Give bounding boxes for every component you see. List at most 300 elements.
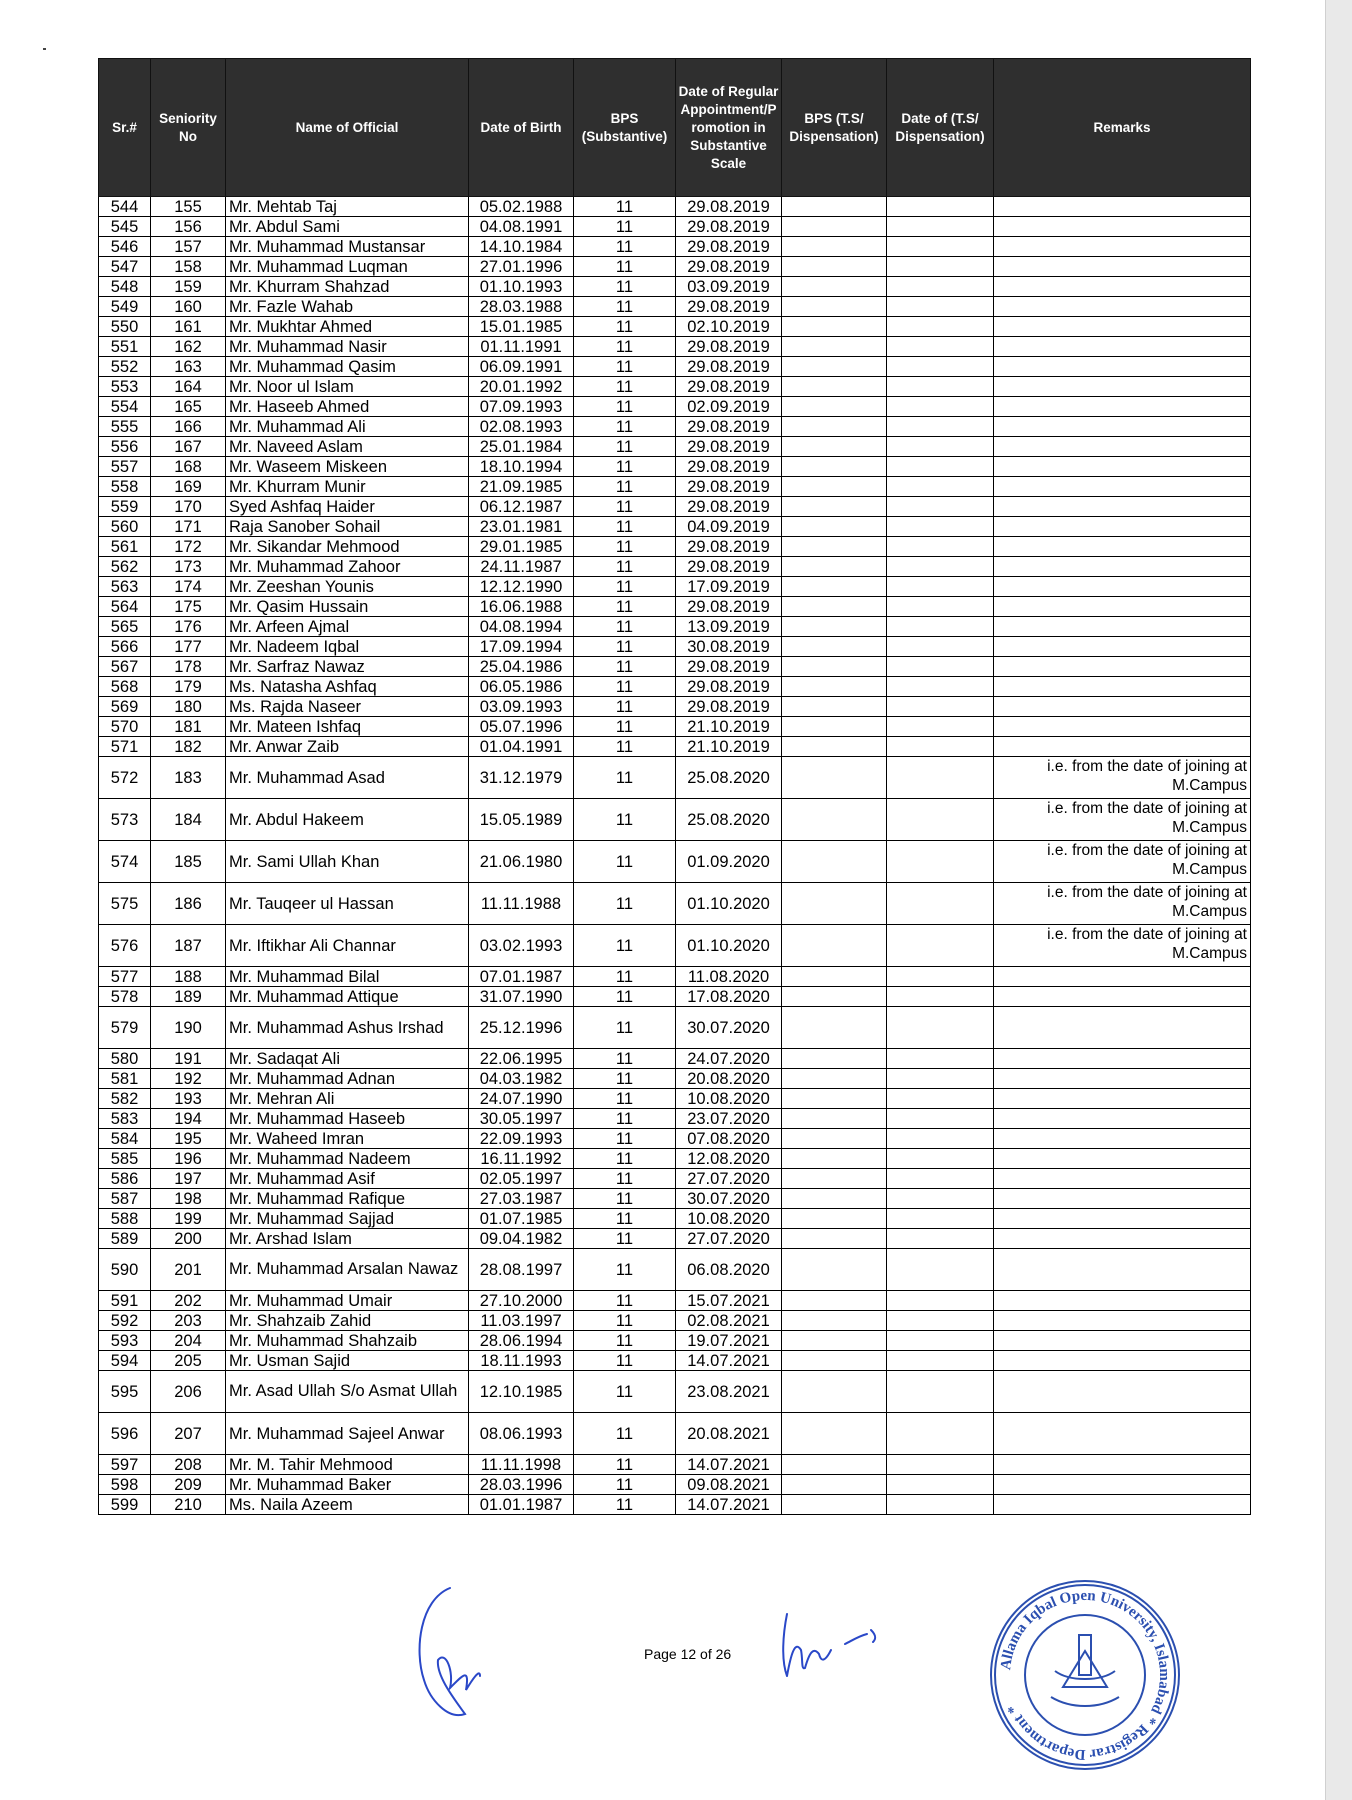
date-ts-cell [887, 357, 994, 377]
dob-cell: 12.10.1985 [469, 1371, 574, 1413]
appointment-date-cell: 20.08.2021 [676, 1413, 782, 1455]
table-row [99, 1495, 1251, 1515]
name-cell: Mr. Usman Sajid [226, 1351, 469, 1371]
seniority-cell: 171 [151, 517, 226, 537]
table-row [99, 477, 1251, 497]
name-cell: Mr. Muhammad Baker [226, 1475, 469, 1495]
dob-cell: 04.03.1982 [469, 1069, 574, 1089]
sr-cell: 587 [99, 1189, 151, 1209]
date-ts-cell [887, 537, 994, 557]
remarks-cell [994, 1049, 1251, 1069]
bps-ts-cell [782, 841, 887, 883]
remarks-cell [994, 397, 1251, 417]
bps-cell: 11 [574, 799, 676, 841]
bps-ts-cell [782, 1069, 887, 1089]
table-row [99, 677, 1251, 697]
appointment-date-cell: 19.07.2021 [676, 1331, 782, 1351]
remarks-cell: i.e. from the date of joining at M.Campus [994, 883, 1251, 925]
header-date-ts: Date of (T.S/ Dispensation) [887, 59, 994, 197]
remarks-cell [994, 277, 1251, 297]
date-ts-cell [887, 1089, 994, 1109]
dob-cell: 27.03.1987 [469, 1189, 574, 1209]
bps-ts-cell [782, 925, 887, 967]
appointment-date-cell: 30.07.2020 [676, 1007, 782, 1049]
date-ts-cell [887, 1007, 994, 1049]
sr-cell: 576 [99, 925, 151, 967]
sr-cell: 583 [99, 1109, 151, 1129]
date-ts-cell [887, 517, 994, 537]
remarks-cell [994, 537, 1251, 557]
dob-cell: 12.12.1990 [469, 577, 574, 597]
seniority-cell: 204 [151, 1331, 226, 1351]
table-row [99, 757, 1251, 799]
appointment-date-cell: 13.09.2019 [676, 617, 782, 637]
table-row [99, 237, 1251, 257]
bps-ts-cell [782, 1413, 887, 1455]
table-row [99, 1371, 1251, 1413]
table-row [99, 517, 1251, 537]
sr-cell: 555 [99, 417, 151, 437]
remarks-cell [994, 1007, 1251, 1049]
sr-cell: 579 [99, 1007, 151, 1049]
name-cell: Mr. Muhammad Shahzaib [226, 1331, 469, 1351]
remarks-cell [994, 717, 1251, 737]
dob-cell: 24.11.1987 [469, 557, 574, 577]
dob-cell: 02.08.1993 [469, 417, 574, 437]
remarks-cell [994, 637, 1251, 657]
bps-cell: 11 [574, 1495, 676, 1515]
dob-cell: 11.03.1997 [469, 1311, 574, 1331]
date-ts-cell [887, 1129, 994, 1149]
name-cell: Mr. Muhammad Nasir [226, 337, 469, 357]
dob-cell: 31.07.1990 [469, 987, 574, 1007]
bps-cell: 11 [574, 1007, 676, 1049]
date-ts-cell [887, 417, 994, 437]
sr-cell: 551 [99, 337, 151, 357]
bps-cell: 11 [574, 1331, 676, 1351]
bps-cell: 11 [574, 1169, 676, 1189]
sr-cell: 568 [99, 677, 151, 697]
appointment-date-cell: 29.08.2019 [676, 297, 782, 317]
table-row [99, 537, 1251, 557]
sr-cell: 552 [99, 357, 151, 377]
date-ts-cell [887, 317, 994, 337]
date-ts-cell [887, 1413, 994, 1455]
bps-cell: 11 [574, 1229, 676, 1249]
remarks-cell [994, 1413, 1251, 1455]
signature-left [410, 1580, 520, 1730]
bps-cell: 11 [574, 1109, 676, 1129]
seniority-cell: 161 [151, 317, 226, 337]
bps-ts-cell [782, 197, 887, 217]
bps-ts-cell [782, 377, 887, 397]
date-ts-cell [887, 1311, 994, 1331]
dob-cell: 01.10.1993 [469, 277, 574, 297]
dob-cell: 01.01.1987 [469, 1495, 574, 1515]
sr-cell: 596 [99, 1413, 151, 1455]
seniority-cell: 162 [151, 337, 226, 357]
date-ts-cell [887, 497, 994, 517]
seniority-cell: 157 [151, 237, 226, 257]
dob-cell: 21.06.1980 [469, 841, 574, 883]
date-ts-cell [887, 1209, 994, 1229]
bps-ts-cell [782, 217, 887, 237]
appointment-date-cell: 03.09.2019 [676, 277, 782, 297]
table-row [99, 457, 1251, 477]
bps-ts-cell [782, 517, 887, 537]
table-row [99, 1209, 1251, 1229]
remarks-cell [994, 517, 1251, 537]
date-ts-cell [887, 1249, 994, 1291]
name-cell: Mr. Muhammad Ashus Irshad [226, 1007, 469, 1049]
bps-ts-cell [782, 537, 887, 557]
seniority-cell: 169 [151, 477, 226, 497]
bps-cell: 11 [574, 1189, 676, 1209]
sr-cell: 599 [99, 1495, 151, 1515]
appointment-date-cell: 29.08.2019 [676, 337, 782, 357]
appointment-date-cell: 06.08.2020 [676, 1249, 782, 1291]
bps-ts-cell [782, 737, 887, 757]
name-cell: Mr. Tauqeer ul Hassan [226, 883, 469, 925]
appointment-date-cell: 14.07.2021 [676, 1455, 782, 1475]
seniority-cell: 191 [151, 1049, 226, 1069]
seniority-cell: 167 [151, 437, 226, 457]
name-cell: Mr. Asad Ullah S/o Asmat Ullah [226, 1371, 469, 1413]
seniority-cell: 198 [151, 1189, 226, 1209]
table-row [99, 1249, 1251, 1291]
bps-cell: 11 [574, 1069, 676, 1089]
table-row [99, 1109, 1251, 1129]
name-cell: Mr. Haseeb Ahmed [226, 397, 469, 417]
remarks-cell [994, 1189, 1251, 1209]
table-row [99, 437, 1251, 457]
remarks-cell [994, 1129, 1251, 1149]
name-cell: Mr. Qasim Hussain [226, 597, 469, 617]
dob-cell: 21.09.1985 [469, 477, 574, 497]
appointment-date-cell: 29.08.2019 [676, 497, 782, 517]
bps-cell: 11 [574, 617, 676, 637]
table-row [99, 1089, 1251, 1109]
remarks-cell [994, 197, 1251, 217]
bps-ts-cell [782, 1189, 887, 1209]
remarks-cell: i.e. from the date of joining at M.Campus [994, 757, 1251, 799]
date-ts-cell [887, 1371, 994, 1413]
bps-cell: 11 [574, 197, 676, 217]
bps-ts-cell [782, 1089, 887, 1109]
header-remarks: Remarks [994, 59, 1251, 197]
bps-ts-cell [782, 1475, 887, 1495]
remarks-cell [994, 317, 1251, 337]
bps-cell: 11 [574, 1413, 676, 1455]
seniority-cell: 193 [151, 1089, 226, 1109]
dob-cell: 22.09.1993 [469, 1129, 574, 1149]
remarks-cell [994, 357, 1251, 377]
seniority-table [98, 58, 1251, 1515]
sr-cell: 588 [99, 1209, 151, 1229]
dob-cell: 27.01.1996 [469, 257, 574, 277]
bps-ts-cell [782, 1007, 887, 1049]
date-ts-cell [887, 1109, 994, 1129]
name-cell: Mr. Nadeem Iqbal [226, 637, 469, 657]
bps-ts-cell [782, 637, 887, 657]
bps-cell: 11 [574, 297, 676, 317]
seniority-cell: 165 [151, 397, 226, 417]
bps-cell: 11 [574, 1371, 676, 1413]
bps-cell: 11 [574, 1311, 676, 1331]
date-ts-cell [887, 617, 994, 637]
appointment-date-cell: 17.09.2019 [676, 577, 782, 597]
scan-edge [1325, 0, 1352, 1800]
bps-cell: 11 [574, 1089, 676, 1109]
table-row [99, 717, 1251, 737]
seniority-cell: 174 [151, 577, 226, 597]
sr-cell: 598 [99, 1475, 151, 1495]
bps-ts-cell [782, 657, 887, 677]
remarks-cell [994, 1069, 1251, 1089]
remarks-cell: i.e. from the date of joining at M.Campus [994, 841, 1251, 883]
seniority-cell: 188 [151, 967, 226, 987]
sr-cell: 544 [99, 197, 151, 217]
seniority-cell: 183 [151, 757, 226, 799]
sr-cell: 562 [99, 557, 151, 577]
sr-cell: 570 [99, 717, 151, 737]
dob-cell: 29.01.1985 [469, 537, 574, 557]
seniority-cell: 155 [151, 197, 226, 217]
sr-cell: 554 [99, 397, 151, 417]
table-row [99, 1149, 1251, 1169]
seniority-cell: 210 [151, 1495, 226, 1515]
appointment-date-cell: 01.10.2020 [676, 925, 782, 967]
bps-ts-cell [782, 1249, 887, 1291]
seniority-cell: 160 [151, 297, 226, 317]
dob-cell: 06.05.1986 [469, 677, 574, 697]
date-ts-cell [887, 477, 994, 497]
sr-cell: 563 [99, 577, 151, 597]
remarks-cell [994, 457, 1251, 477]
seniority-cell: 179 [151, 677, 226, 697]
dob-cell: 16.11.1992 [469, 1149, 574, 1169]
page-number: Page 12 of 26 [644, 1646, 732, 1662]
bps-ts-cell [782, 317, 887, 337]
appointment-date-cell: 21.10.2019 [676, 717, 782, 737]
table-row [99, 397, 1251, 417]
remarks-cell [994, 677, 1251, 697]
name-cell: Mr. Mateen Ishfaq [226, 717, 469, 737]
dob-cell: 25.04.1986 [469, 657, 574, 677]
seniority-cell: 208 [151, 1455, 226, 1475]
bps-cell: 11 [574, 737, 676, 757]
table-row [99, 1311, 1251, 1331]
name-cell: Mr. Sami Ullah Khan [226, 841, 469, 883]
table-row [99, 967, 1251, 987]
dob-cell: 16.06.1988 [469, 597, 574, 617]
dob-cell: 28.03.1988 [469, 297, 574, 317]
name-cell: Mr. Muhammad Sajeel Anwar [226, 1413, 469, 1455]
name-cell: Mr. Muhammad Umair [226, 1291, 469, 1311]
appointment-date-cell: 01.10.2020 [676, 883, 782, 925]
seniority-cell: 159 [151, 277, 226, 297]
name-cell: Mr. Muhammad Ali [226, 417, 469, 437]
seniority-cell: 202 [151, 1291, 226, 1311]
table-row [99, 297, 1251, 317]
appointment-date-cell: 30.08.2019 [676, 637, 782, 657]
bps-ts-cell [782, 557, 887, 577]
remarks-cell [994, 437, 1251, 457]
name-cell: Mr. Waseem Miskeen [226, 457, 469, 477]
name-cell: Mr. Muhammad Bilal [226, 967, 469, 987]
date-ts-cell [887, 1291, 994, 1311]
date-ts-cell [887, 657, 994, 677]
table-row [99, 217, 1251, 237]
seniority-cell: 200 [151, 1229, 226, 1249]
seniority-cell: 180 [151, 697, 226, 717]
bps-cell: 11 [574, 717, 676, 737]
bps-ts-cell [782, 1209, 887, 1229]
table-header-row [99, 59, 1251, 197]
name-cell: Mr. Sarfraz Nawaz [226, 657, 469, 677]
remarks-cell [994, 1311, 1251, 1331]
dob-cell: 06.09.1991 [469, 357, 574, 377]
remarks-cell [994, 1089, 1251, 1109]
sr-cell: 565 [99, 617, 151, 637]
remarks-cell [994, 967, 1251, 987]
remarks-cell [994, 497, 1251, 517]
name-cell: Mr. M. Tahir Mehmood [226, 1455, 469, 1475]
remarks-cell [994, 377, 1251, 397]
remarks-cell [994, 987, 1251, 1007]
dob-cell: 24.07.1990 [469, 1089, 574, 1109]
table-row [99, 377, 1251, 397]
bps-cell: 11 [574, 277, 676, 297]
table-row [99, 987, 1251, 1007]
table-row [99, 637, 1251, 657]
date-ts-cell [887, 967, 994, 987]
remarks-cell [994, 1229, 1251, 1249]
name-cell: Mr. Abdul Sami [226, 217, 469, 237]
seniority-cell: 170 [151, 497, 226, 517]
name-cell: Mr. Muhammad Sajjad [226, 1209, 469, 1229]
date-ts-cell [887, 277, 994, 297]
remarks-cell [994, 1249, 1251, 1291]
dob-cell: 08.06.1993 [469, 1413, 574, 1455]
name-cell: Mr. Khurram Munir [226, 477, 469, 497]
appointment-date-cell: 27.07.2020 [676, 1169, 782, 1189]
seniority-cell: 205 [151, 1351, 226, 1371]
seniority-cell: 203 [151, 1311, 226, 1331]
sr-cell: 560 [99, 517, 151, 537]
appointment-date-cell: 02.09.2019 [676, 397, 782, 417]
date-ts-cell [887, 1069, 994, 1089]
bps-cell: 11 [574, 437, 676, 457]
sr-cell: 547 [99, 257, 151, 277]
sr-cell: 549 [99, 297, 151, 317]
table-body [99, 197, 1251, 1515]
sr-cell: 585 [99, 1149, 151, 1169]
appointment-date-cell: 29.08.2019 [676, 437, 782, 457]
appointment-date-cell: 07.08.2020 [676, 1129, 782, 1149]
appointment-date-cell: 23.08.2021 [676, 1371, 782, 1413]
bps-cell: 11 [574, 237, 676, 257]
date-ts-cell [887, 1495, 994, 1515]
appointment-date-cell: 17.08.2020 [676, 987, 782, 1007]
remarks-cell [994, 1351, 1251, 1371]
bps-cell: 11 [574, 697, 676, 717]
seniority-cell: 206 [151, 1371, 226, 1413]
bps-cell: 11 [574, 841, 676, 883]
appointment-date-cell: 29.08.2019 [676, 457, 782, 477]
table-row [99, 925, 1251, 967]
header-name: Name of Official [226, 59, 469, 197]
bps-ts-cell [782, 297, 887, 317]
sr-cell: 571 [99, 737, 151, 757]
dob-cell: 20.01.1992 [469, 377, 574, 397]
sr-cell: 548 [99, 277, 151, 297]
appointment-date-cell: 11.08.2020 [676, 967, 782, 987]
date-ts-cell [887, 437, 994, 457]
remarks-cell [994, 1455, 1251, 1475]
bps-ts-cell [782, 799, 887, 841]
seniority-cell: 182 [151, 737, 226, 757]
appointment-date-cell: 27.07.2020 [676, 1229, 782, 1249]
table-row [99, 1229, 1251, 1249]
date-ts-cell [887, 677, 994, 697]
date-ts-cell [887, 1229, 994, 1249]
sr-cell: 578 [99, 987, 151, 1007]
appointment-date-cell: 29.08.2019 [676, 257, 782, 277]
bps-cell: 11 [574, 1351, 676, 1371]
bps-cell: 11 [574, 357, 676, 377]
remarks-cell [994, 257, 1251, 277]
table-row [99, 497, 1251, 517]
appointment-date-cell: 02.10.2019 [676, 317, 782, 337]
sr-cell: 569 [99, 697, 151, 717]
sr-cell: 559 [99, 497, 151, 517]
date-ts-cell [887, 883, 994, 925]
table-row [99, 799, 1251, 841]
date-ts-cell [887, 457, 994, 477]
appointment-date-cell: 29.08.2019 [676, 537, 782, 557]
remarks-cell: i.e. from the date of joining at M.Campus [994, 925, 1251, 967]
sr-cell: 580 [99, 1049, 151, 1069]
appointment-date-cell: 10.08.2020 [676, 1209, 782, 1229]
name-cell: Mr. Muhammad Asad [226, 757, 469, 799]
seniority-cell: 166 [151, 417, 226, 437]
dob-cell: 17.09.1994 [469, 637, 574, 657]
remarks-cell [994, 297, 1251, 317]
appointment-date-cell: 29.08.2019 [676, 597, 782, 617]
bps-cell: 11 [574, 925, 676, 967]
bps-cell: 11 [574, 597, 676, 617]
appointment-date-cell: 29.08.2019 [676, 237, 782, 257]
sr-cell: 575 [99, 883, 151, 925]
sr-cell: 594 [99, 1351, 151, 1371]
table-row [99, 1475, 1251, 1495]
bps-ts-cell [782, 617, 887, 637]
seniority-cell: 184 [151, 799, 226, 841]
dob-cell: 28.08.1997 [469, 1249, 574, 1291]
table-row [99, 841, 1251, 883]
table-row [99, 317, 1251, 337]
bps-cell: 11 [574, 477, 676, 497]
appointment-date-cell: 25.08.2020 [676, 757, 782, 799]
dob-cell: 11.11.1998 [469, 1455, 574, 1475]
name-cell: Ms. Rajda Naseer [226, 697, 469, 717]
bps-cell: 11 [574, 497, 676, 517]
date-ts-cell [887, 1169, 994, 1189]
name-cell: Mr. Mehtab Taj [226, 197, 469, 217]
date-ts-cell [887, 1475, 994, 1495]
remarks-cell [994, 657, 1251, 677]
